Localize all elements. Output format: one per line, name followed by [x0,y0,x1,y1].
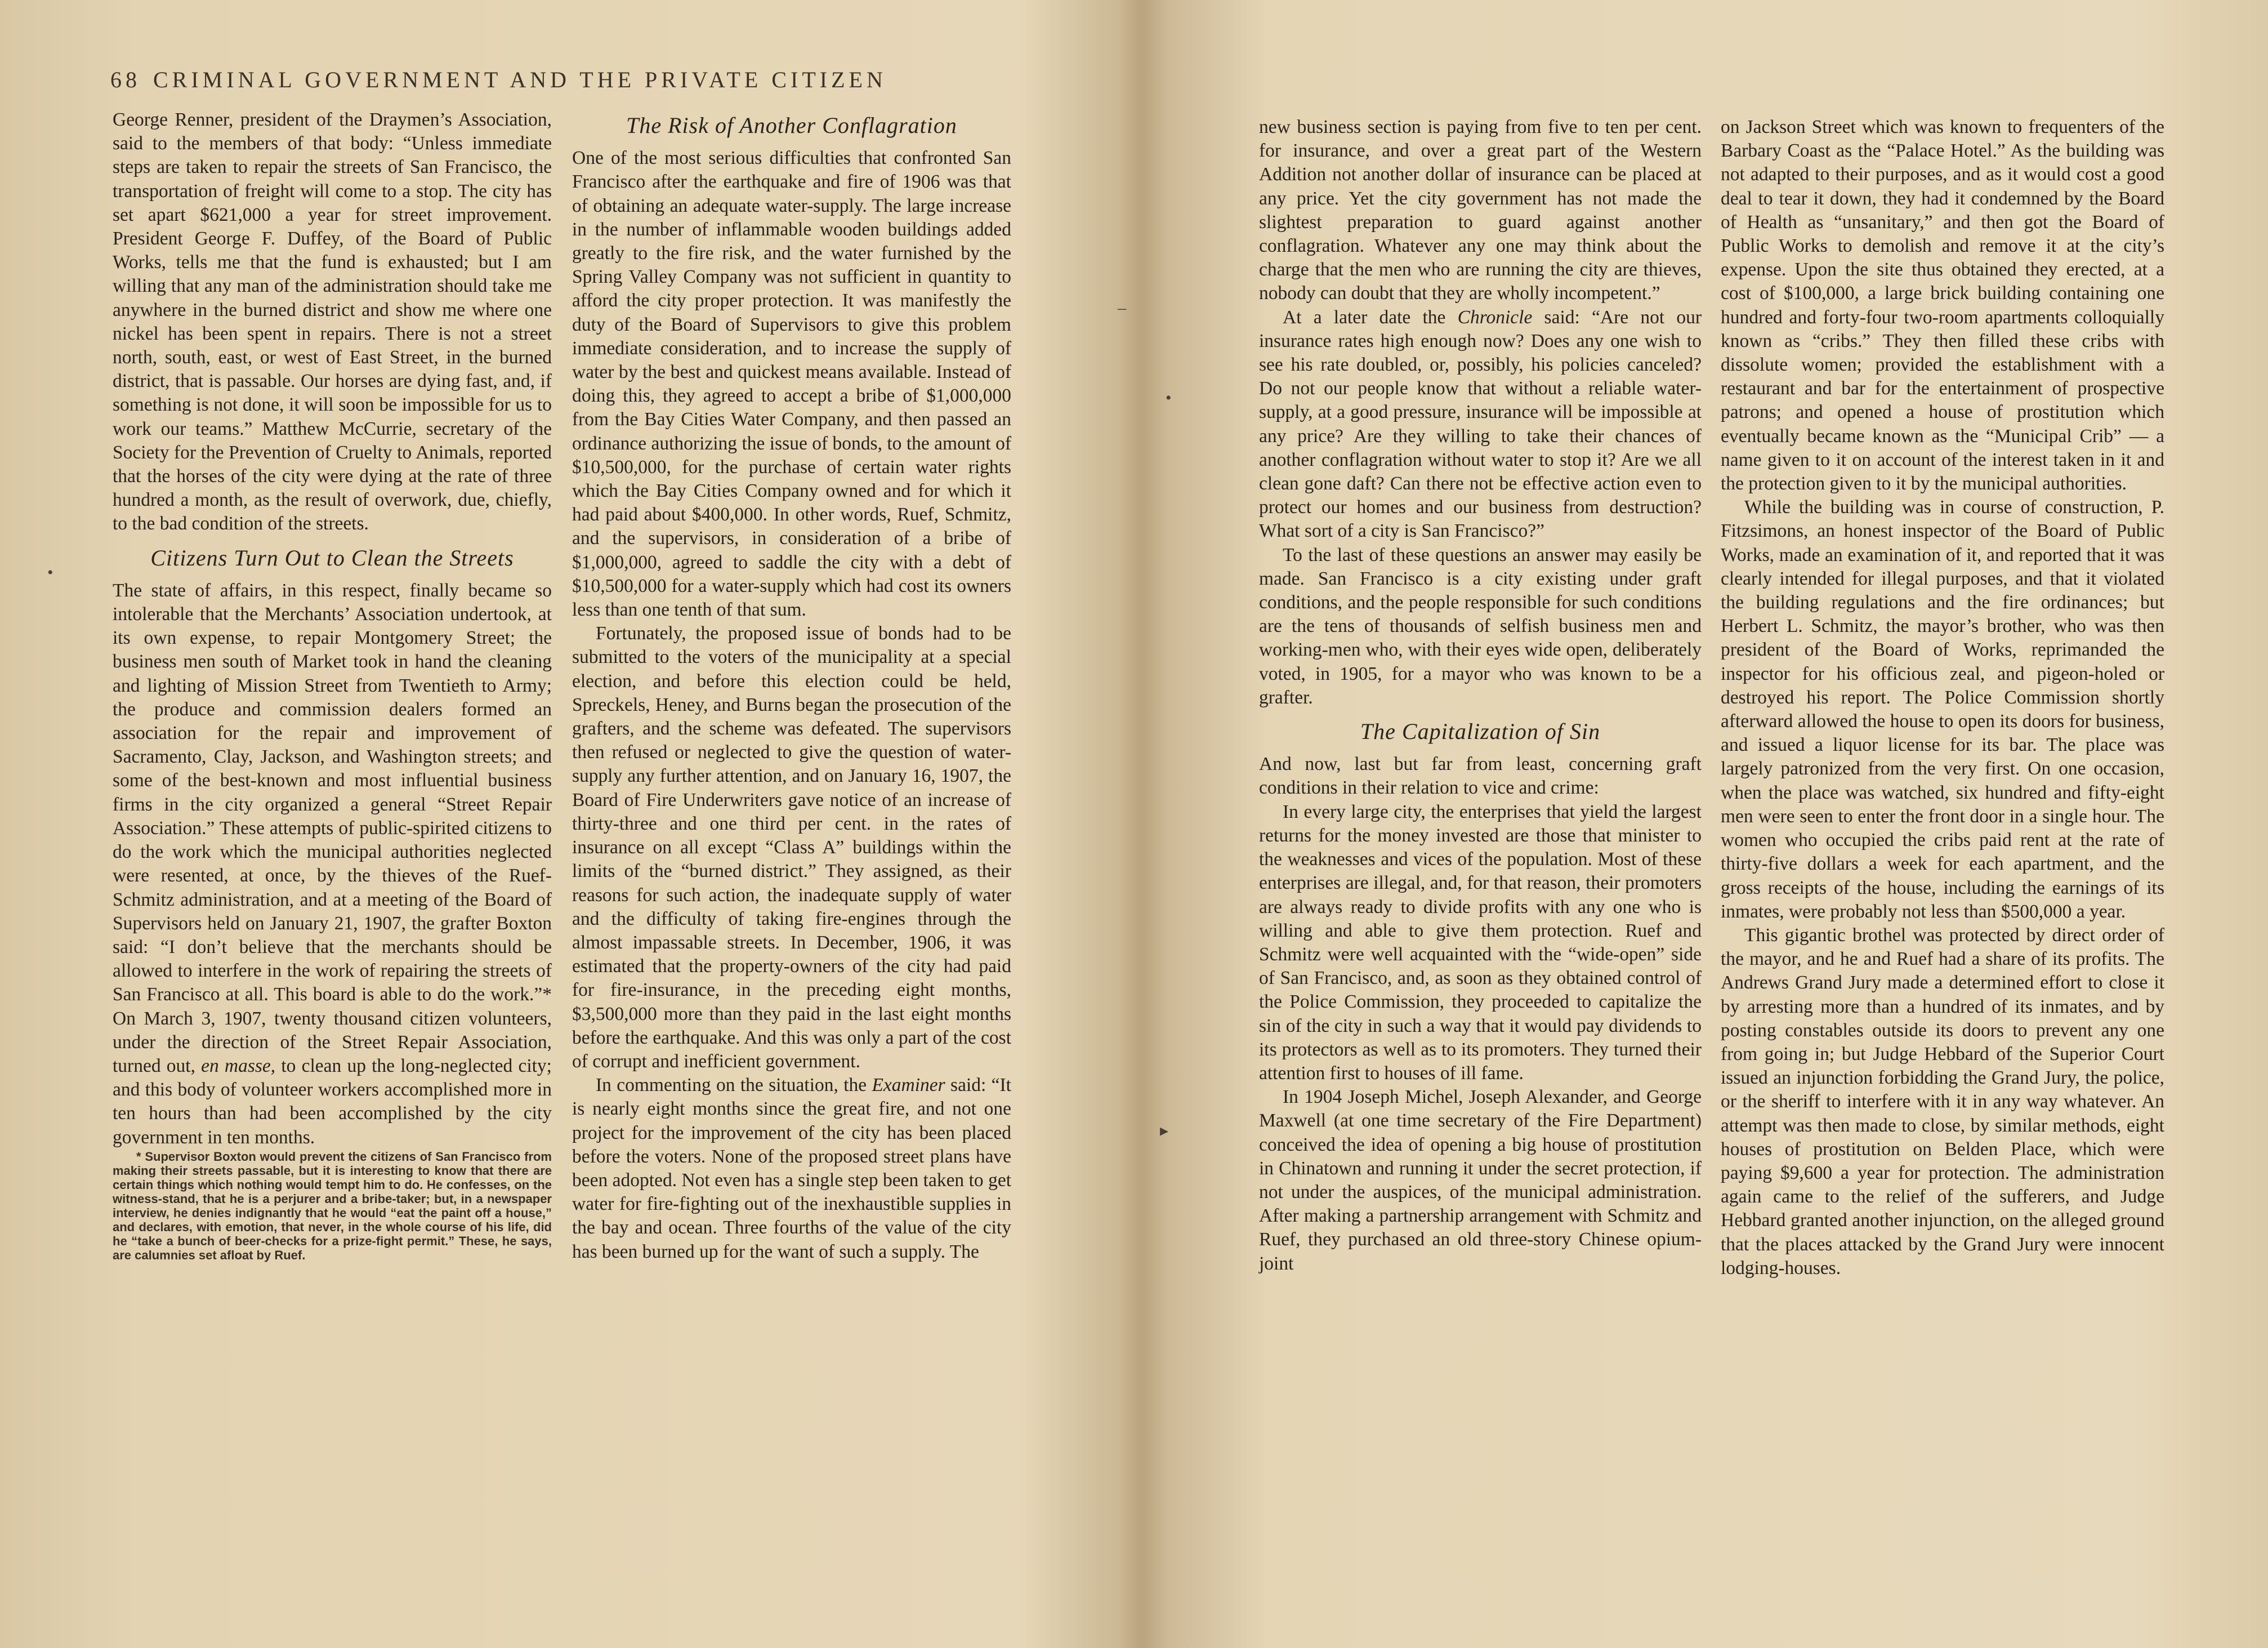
paragraph: George Renner, president of the Draymen’s Association, said to the members of that body: “Unless immediate steps are taken to repair the streets of San Francisco, the transportation of freight will come to a stop. The city has set apart $621,000 a year for street improvement. President George F. Duffey, of the Board of Public Works, tells me that the fund is exhausted; but I am willing that any man of the administration should take me anywhere in the burned district and show me where one nickel has been spent in repairs. There is not a street north, south, east, or west of East Street, in the burned district, that is passable. Our horses are dying fast, and, if something is not done, it will soon be impossible for us to work our teams.” Matthew McCurrie, secretary of the Society for the Prevention of Cruelty to Animals, reported that the horses of the city were dying at the rate of three hundred a month, as the result of overwork, due, chiefly, to the bad condition of the streets. [113,109,552,535]
paragraph: Fortunately, the proposed issue of bonds had to be submitted to the voters of the municipality at a special election, and before this election could be held, Spreckels, Heney, and Burns began the prosecution of the grafters, and the scheme was defeated. The supervisors then refused or neglected to give the question of water-supply any further attention, and on January 16, 1907, the Board of Fire Underwriters gave notice of an increase of thirty-three and one third per cent. in the rates of insurance on all except “Class A” buildings within the limits of the “burned district.” They assigned, as their reasons for such action, the inadequate supply of water and the difficulty of taking fire-engines through the almost impassable streets. In December, 1906, it was estimated that the property-owners of the city had paid for fire-insurance, in the preceding eight months, $3,500,000 more than they paid in the last eight months before the earthquake. And this was only a part of the cost of corrupt and inefficient government. [572,623,1011,1072]
paragraph-text: said: “It is nearly eight months since the great fire, and not one project for the improvement of the city has been placed before the voters. None of the proposed street plans have been adopted. Not even has a single step been taken to get water for fire-fighting out of the inexhaustible supplies in the bay and ocean. Three fourths of the value of the city has been burned up for the want of such a supply. The [572,1075,1011,1262]
paragraph-text: to clean up the long-neglected city; and this body of volunteer workers accomplished more in ten hours than had been accomplished by the city government in ten months. [113,1055,552,1148]
right-column-1 [1259,115,1702,1276]
paragraph-text: The state of affairs, in this respect, finally became so intolerable that the Merchants’ Association undertook, at its own expense, to repair Montgomery Street; the business men south of Market took in hand the cleaning and lighting of Mission Street from Twentieth to Army; the produce and commission dealers formed an association for the repair and improvement of Sacramento, Clay, Jackson, and Washington streets; and some of the best-known and most influential business firms in the city organized a general “Street Repair Association.” These attempts of public-spirited citizens to do the work which the municipal authorities neglected were resented, at once, by the thieves of the Ruef-Schmitz administration, and at a meeting of the Board of Supervisors held on January 21, 1907, the grafter Boxton said: “I don’t believe that the merchants should be allowed to interfere in the work of repairing the streets of San Francisco at all. This board is able to do the work.”* On March 3, 1907, twenty thousand citizen volunteers, under the direction of the Street Repair Association, turned out, [113,580,552,1076]
section-heading: The Risk of Another Conflagration [626,113,957,138]
paragraph: In 1904 Joseph Michel, Joseph Alexander, and George Maxwell (at one time secretary of the Fire Department) conceived the idea of opening a big house of prostitution in Chinatown and running it under the secret protection, if not under the auspices, of the municipal administration. After making a partnership arrangement with Schmitz and Ruef, they purchased an old three-story Chinese opium-joint [1259,1086,1702,1274]
italic-text: en masse, [201,1055,276,1076]
paragraph: on Jackson Street which was known to frequenters of the Barbary Coast as the “Palace Hotel.” As the building was not adapted to their purposes, and as it would cost a good deal to tear it down, they had it condemned by the Board of Health as “unsanitary,” and then got the Board of Public Works to demolish and remove it at the city’s expense. Upon the site thus obtained they erected, at a cost of $100,000, a large brick building containing one hundred and forty-four two-room apartments colloquially known as “cribs.” They then filled these cribs with dissolute women; provided the establishment with a restaurant and bar for the entertainment of prospective patrons; and opened a house of prostitution which eventually became known as the “Municipal Crib” — a name given to it on account of the interest taken in it and the protection given to it by the municipal authorities. [1721,117,2164,495]
left-column-2 [572,108,1011,1264]
footnote: * Supervisor Boxton would prevent the citizens of San Francisco from making their streets passable, but it is interesting to know that there are certain things which nothing would tempt him to do. He confesses, on the witness-stand, that he is a perjurer and a bribe-taker; but, in a newspaper interview, he denies indignantly that he would “eat the paint off a house,” and declares, with emotion, that never, in the whole course of his life, did he “take a bunch of beer-checks for a prize-fight permit.” These, he says, are calumnies set afloat by Ruef. [113,1149,552,1262]
section-heading: The Capitalization of Sin [1360,719,1601,745]
margin-dot: • [47,563,53,582]
paragraph: To the last of these questions an answer may easily be made. San Francisco is a city existing under graft conditions, and the people responsible for such conditions are the tens of thousands of selfish business men and working-men who, with their eyes wide open, deliberately voted, in 1905, for a mayor who was known to be a grafter. [1259,544,1702,708]
paragraph: This gigantic brothel was protected by direct order of the mayor, and he and Ruef had a share of its profits. The Andrews Grand Jury made a determined effort to close it by arresting more than a hundred of its inmates, and by posting constables outside its doors to prevent any one from going in; but Judge Hebbard of the Superior Court issued an injunction forbidding the Grand Jury, the police, or the sheriff to interfere with it in any way whatever. An attempt was then made to close, by similar methods, eight houses of prostitution on Belden Place, which were paying $9,600 a year for protection. The administration again came to the relief of the sufferers, and Judge Hebbard granted another injunction, on the alleged ground that the places attacked by the Grand Jury were innocent lodging-houses. [1721,924,2164,1279]
section-heading: Citizens Turn Out to Clean the Streets [150,545,514,571]
left-page-number: 68 [110,67,141,92]
italic-text: Chronicle [1457,306,1533,328]
paragraph-text: said: “Are not our insurance rates high enough now? Does any one wish to see his rate doubled, or, possibly, his policies canceled? Do not our people know that without a reliable water-supply, at a good pressure, insurance will be impossible at any price? Are they willing to take their chances of another conflagration without water to stop it? Are we all clean gone daft? Can there not be effective action even to protect our homes and our business from destruction? What sort of a city is San Francisco?” [1259,306,1702,542]
paragraph: And now, last but far from least, concerning graft conditions in their relation to vice and crime: [1259,754,1702,799]
left-running-head [110,66,887,93]
paragraph-text: At a later date the [1283,306,1458,328]
paragraph: new business section is paying from five to ten per cent. for insurance, and over a great part of the Western Addition not another dollar of insurance can be placed at any price. Yet the city government has not made the slightest preparation to guard against another conflagration. Whatever any one may think about the charge that the men who are running the city are thieves, nobody can doubt that they are wholly incompetent.” [1259,117,1702,304]
paragraph: In every large city, the enterprises that yield the largest returns for the money invested are those that minister to the weaknesses and vices of the population. Most of these enterprises are illegal, and, for that reason, their promoters are always ready to divide profits with any one who is willing and able to give them protection. Ruef and Schmitz were well acquainted with the “wide-open” side of San Francisco, and, as soon as they obtained control of the Police Commission, they proceeded to capitalize the sin of the city in such a way that it would pay dividends to its protectors as well as to its promoters. They turned their attention first to houses of ill fame. [1259,801,1702,1084]
paragraph-text: In commenting on the situation, the [596,1075,872,1096]
paragraph [1259,306,1702,544]
italic-text: Examiner [872,1075,945,1096]
paragraph: While the building was in course of construction, P. Fitzsimons, an honest inspector of the Board of Public Works, made an examination of it, and reported that it was clearly intended for illegal purposes, and that it violated the building regulations and the fire ordinances; but Herbert L. Schmitz, the mayor’s brother, who was then president of the Board of Works, reprimanded the inspector for his officious zeal, and pigeon-holed or destroyed his report. The Police Commission shortly afterward allowed the house to open its doors for business, and issued a liquor license for its bar. The place was largely patronized from the very first. On one occasion, when the place was watched, six hundred and fifty-eight men were seen to enter the front door in a single hour. The women who occupied the cribs paid rent at the rate of thirty-five dollars a week for each apartment, and the gross receipts of the house, including the earnings of its inmates, were probably not less than $500,000 a year. [1721,497,2164,922]
margin-dot: • [1166,389,1172,407]
margin-dash: – [1118,299,1126,317]
margin-dot: ▸ [1160,1121,1169,1140]
left-running-title: CRIMINAL GOVERNMENT AND THE PRIVATE CITIZEN [153,67,887,92]
paragraph [113,579,552,1150]
right-column-2 [1721,115,2164,1280]
paragraph: One of the most serious difficulties that confronted San Francisco after the earthquake and fire of 1906 was that of obtaining an adequate water-supply. The large increase in the number of inflammable wooden buildings added greatly to the fire risk, and the water furnished by the Spring Valley Company was not sufficient in quantity to afford the city proper protection. It was manifestly the duty of the Board of Supervisors to give this problem immediate consideration, and to increase the supply of water by the best and quickest means available. Instead of doing this, they agreed to accept a bribe of $1,000,000 from the Bay Cities Water Company, and then passed an ordinance authorizing the issue of bonds, to the amount of $10,500,000, for the purchase of certain water rights which the Bay Cities Company owned and for which it had paid about $400,000. In other words, Ruef, Schmitz, and the supervisors, in consideration of a bribe of $1,000,000, agreed to saddle the city with a debt of $10,500,000 for a water-supply which had cost its owners less than one tenth of that sum. [572,148,1011,621]
left-column-1 [113,108,552,1262]
paragraph [572,1074,1011,1264]
